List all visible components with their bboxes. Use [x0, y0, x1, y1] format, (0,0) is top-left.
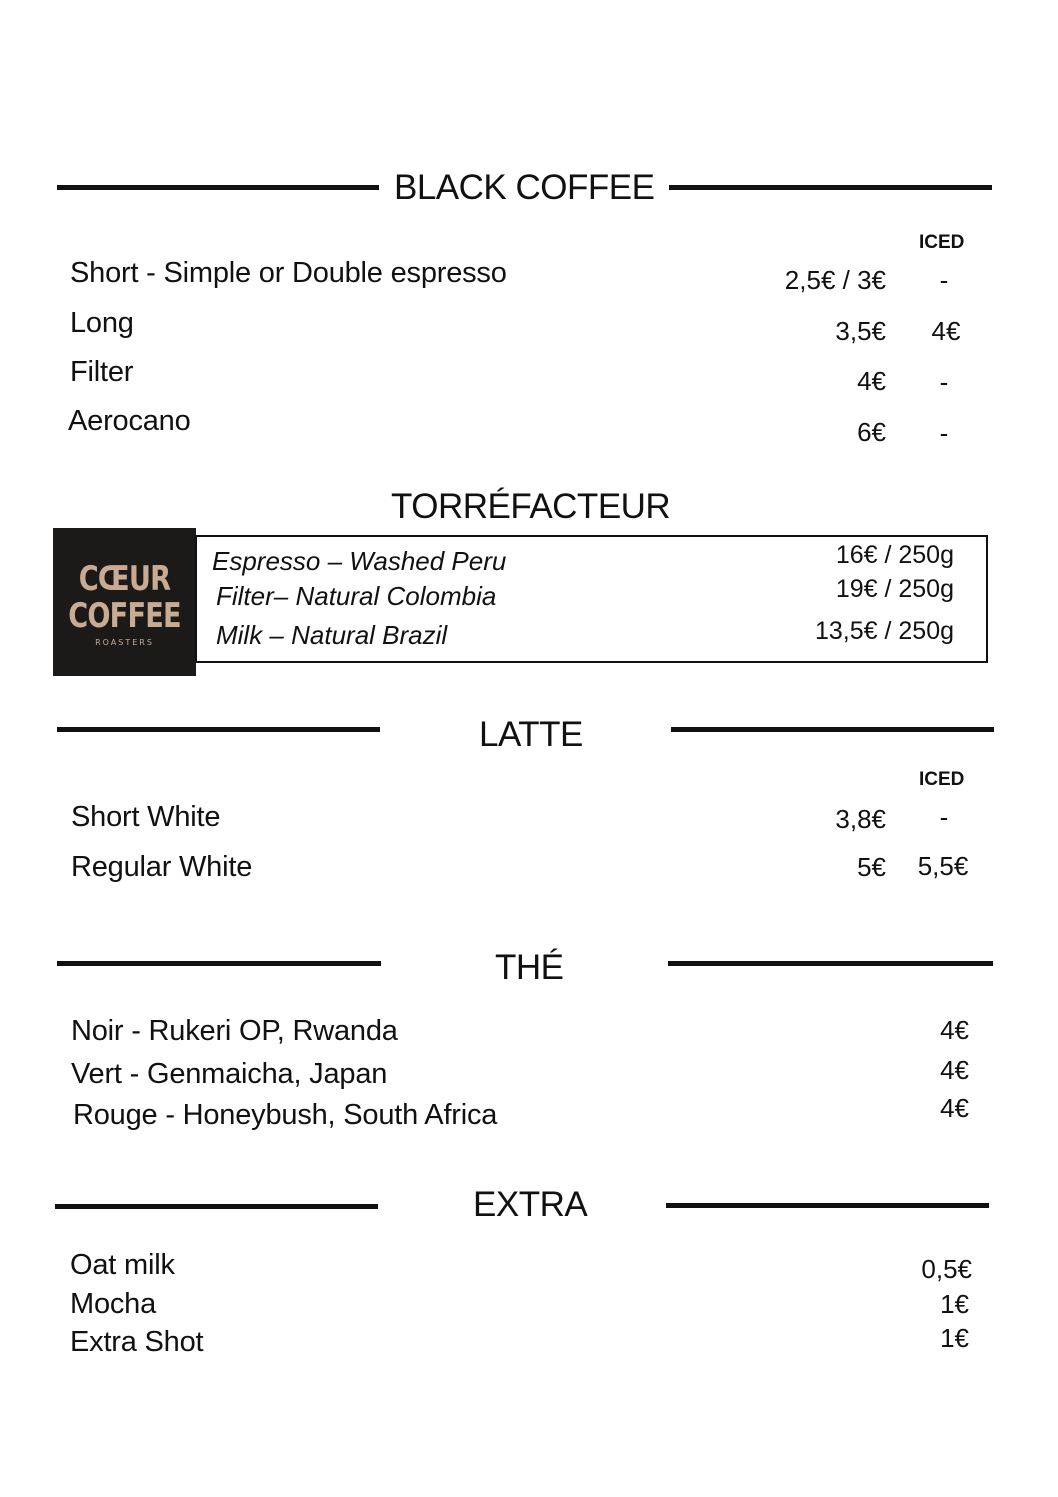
- menu-item-price: 1€: [940, 1289, 969, 1319]
- section-heading-black-coffee: BLACK COFFEE: [394, 168, 655, 207]
- menu-item-price: 6€: [857, 417, 886, 447]
- roaster-item-price: 16€ / 250g: [835, 541, 954, 569]
- section-rule-right: [666, 1203, 989, 1208]
- menu-item-iced-price: -: [939, 265, 949, 295]
- section-heading-latte: LATTE: [479, 715, 583, 754]
- logo-line: CŒUR: [78, 559, 171, 599]
- menu-item-price: 4€: [940, 1093, 969, 1123]
- menu-item-iced-price: 5,5€: [917, 851, 969, 881]
- menu-item-price: 0,5€: [921, 1254, 972, 1284]
- section-heading-the: THÉ: [495, 948, 564, 987]
- roaster-item-name: Espresso – Washed Peru: [212, 546, 507, 576]
- menu-item-name: Oat milk: [70, 1249, 175, 1281]
- roaster-item-name: Filter– Natural Colombia: [216, 581, 497, 611]
- menu-item-name: Rouge - Honeybush, South Africa: [73, 1099, 498, 1131]
- menu-item-iced-price: -: [939, 367, 949, 397]
- section-rule-left: [55, 1204, 378, 1209]
- menu-item-name: Regular White: [71, 851, 253, 883]
- menu-item-name: Long: [70, 307, 134, 339]
- section-heading-extra: EXTRA: [473, 1185, 588, 1224]
- iced-column-label: ICED: [919, 769, 965, 790]
- menu-item-name: Noir - Rukeri OP, Rwanda: [71, 1015, 398, 1047]
- menu-item-name: Filter: [70, 356, 134, 388]
- iced-column-label: ICED: [919, 232, 965, 253]
- menu-item-price: 2,5€ / 3€: [784, 265, 886, 295]
- section-rule-left: [57, 185, 379, 190]
- menu-item-price: 4€: [857, 366, 886, 396]
- menu-item-price: 1€: [940, 1323, 969, 1353]
- section-heading-torrefacteur: TORRÉFACTEUR: [391, 487, 671, 526]
- logo-line: COFFEE: [68, 596, 181, 636]
- section-rule-right: [669, 185, 992, 190]
- menu-item-iced-price: -: [939, 418, 949, 448]
- menu-item-iced-price: 4€: [931, 316, 961, 346]
- menu-item-name: Extra Shot: [70, 1326, 204, 1358]
- section-rule-left: [57, 727, 380, 732]
- menu-item-price: 3,5€: [835, 316, 886, 346]
- menu-item-iced-price: -: [939, 802, 949, 832]
- section-rule-left: [57, 961, 381, 966]
- coeur-coffee-logo: [53, 528, 196, 676]
- menu-item-name: Short - Simple or Double espresso: [70, 257, 507, 289]
- menu-item-price: 4€: [940, 1055, 969, 1085]
- roaster-item-price: 19€ / 250g: [835, 575, 954, 603]
- section-rule-right: [671, 727, 994, 732]
- menu-item-name: Mocha: [70, 1288, 157, 1320]
- menu-item-name: Vert - Genmaicha, Japan: [71, 1058, 388, 1090]
- roaster-item-name: Milk – Natural Brazil: [216, 620, 448, 650]
- menu-item-name: Aerocano: [68, 405, 191, 437]
- roaster-item-price: 13,5€ / 250g: [814, 617, 954, 645]
- menu-item-price: 4€: [940, 1015, 969, 1045]
- section-rule-right: [668, 961, 993, 966]
- menu-item-price: 3,8€: [835, 804, 886, 834]
- menu-item-price: 5€: [857, 852, 886, 882]
- menu-item-name: Short White: [71, 801, 221, 833]
- logo-line: ROASTERS: [95, 638, 154, 647]
